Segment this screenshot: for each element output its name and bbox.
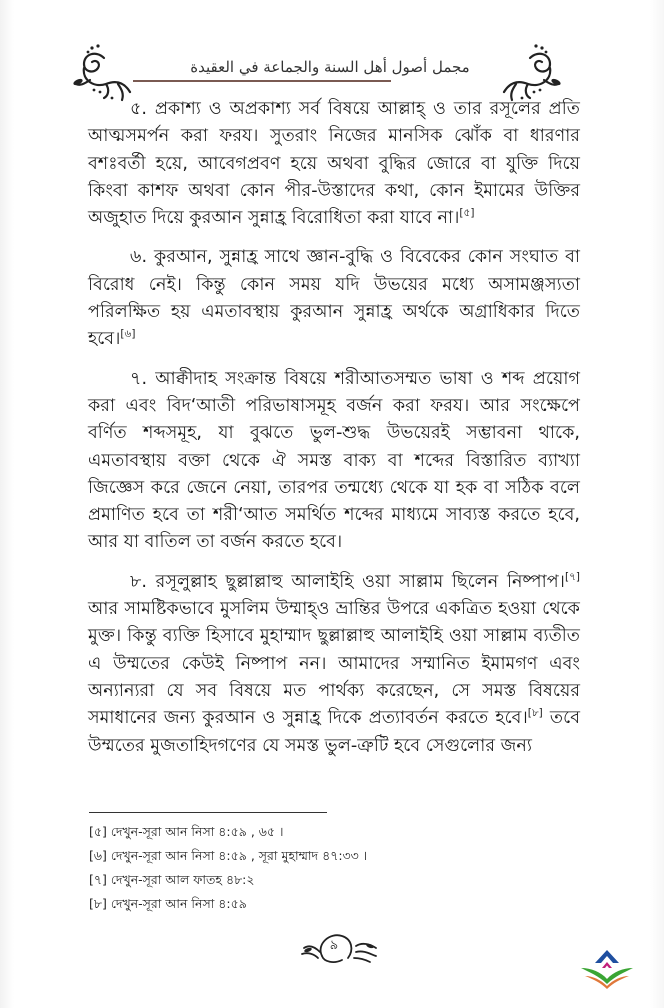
footnotes [89, 820, 569, 916]
paragraph-text: ৭. আক্বীদাহ সংক্রান্ত বিষয়ে শরীআতসম্মত ভাষা ও শব্দ প্রয়োগ করা এবং বিদ‘আতী পরিভাষাসমূহ বর্জন করা ফরয। আর সংক্ষেপে বর্ণিত শব্দসমূহ, যা বুঝতে ভুল-শুদ্ধ উভয়েরই সম্ভাবনা থাকে, এমতাবস্থায় বক্তা থেকে ঐ সমস্ত বাক্য বা শব্দের বিস্তারিত ব্যাখ্যা জিজ্ঞেস করে জেনে নেয়া, তারপর তন্মধ্যে থেকে যা হক বা সঠিক বলে প্রমাণিত হবে তা শরী‘আত সমর্থিত শব্দের মাধ্যমে সাব্যস্ত করতে হবে, আর যা বাতিল তা বর্জন করতে হবে। [88, 368, 580, 553]
footnote-ref-8[interactable]: [৮] [527, 707, 543, 720]
open-book-logo-icon [577, 946, 637, 992]
paragraph-text: ৫. প্রকাশ্য ও অপ্রকাশ্য সর্ব বিষয়ে আল্লাহ্ ও তার রসূলের প্রতি আত্মসমর্পন করা ফরয। সুতরাং নিজের মানসিক ঝোঁক বা ধারণার বশঃবর্তী হয়ে, আবেগপ্রবণ হয়ে অথবা বুদ্ধির জোরে বা যুক্তি দিয়ে কিংবা কাশফ অথবা কোন পীর-উস্তাদের কথা, কোন ইমামের উক্তির অজুহাত দিয়ে কুরআন সুন্নাহ্র বিরোধিতা করা যাবে না। [88, 99, 580, 229]
page-number-ornament [300, 928, 380, 968]
header-rule [133, 80, 391, 82]
main-text [88, 96, 580, 760]
paragraph-6 [88, 244, 580, 353]
paragraph-text: আর সামষ্টিকভাবে মুসলিম উম্মাহ্ও ভ্রান্তির উপরে একত্রিত হওয়া থেকে মুক্ত। কিন্তু ব্যক্তি হিসাবে মুহাম্মাদ ছুল্লাল্লাহু আলাইহি ওয়া সাল্লাম ব্যতীত এ উম্মতের কেউই নিষ্পাপ নন। আমাদের সম্মানিত ইমামগণ এবং অন্যান্যরা যে সব বিষয়ে মত পার্থক্য করেছেন, সে সমস্ত বিষয়ের সমাধানের জন্য কুরআন ও সুন্নাহ্র দিকে প্রত্যাবর্তন করতে হবে। [88, 599, 580, 729]
paragraph-text: ৬. কুরআন, সুন্নাহ্র সাথে জ্ঞান-বুদ্ধি ও বিবেকের কোন সংঘাত বা বিরোধ নেই। কিন্তু কোন সময় যদি উভয়ের মধ্যে অসামঞ্জস্যতা পরিলক্ষিত হয় এমতাবস্থায় কুরআন সুন্নাহ্র অর্থকে অগ্রাধিকার দিতে হবে। [88, 247, 580, 350]
paragraph-text: তবে উম্মতের মুজতাহিদগণের যে সমস্ত ভুল-ত্রুটি হবে সেগুলোর জন্য [88, 708, 580, 756]
footnote-6: [৬] দেখুন-সূরা আন নিসা ৪:৫৯ , সূরা মুহাম্মাদ ৪৭:৩৩ । [89, 848, 368, 863]
footnote-8: [৮] দেখুন-সূরা আন নিসা ৪:৫৯ [89, 896, 247, 911]
paragraph-8 [88, 569, 580, 760]
page-header [0, 0, 664, 100]
footnote-5: [৫] দেখুন-সূরা আন নিসা ৪:৫৯ , ৬৫ । [89, 824, 284, 839]
running-header-title: مجمل أصول أهل السنة والجماعة في العقيدة [190, 58, 470, 76]
footnote-ref-6[interactable]: [৬] [120, 328, 136, 341]
paragraph-5 [88, 96, 580, 232]
footnote-separator [89, 812, 327, 813]
footnote-7: [৭] দেখুন-সূরা আল ফাতহ ৪৮:২ [89, 872, 255, 887]
footnote-ref-7[interactable]: [৭] [564, 570, 580, 583]
paragraph-7 [88, 366, 580, 557]
footnote-ref-5[interactable]: [৫] [459, 207, 475, 220]
paragraph-text: ৮. রসূলুল্লাহ ছুল্লাল্লাহু আলাইহি ওয়া সাল্লাম ছিলেন নিষ্পাপ। [130, 571, 565, 592]
page-number: ৯ [329, 938, 339, 953]
